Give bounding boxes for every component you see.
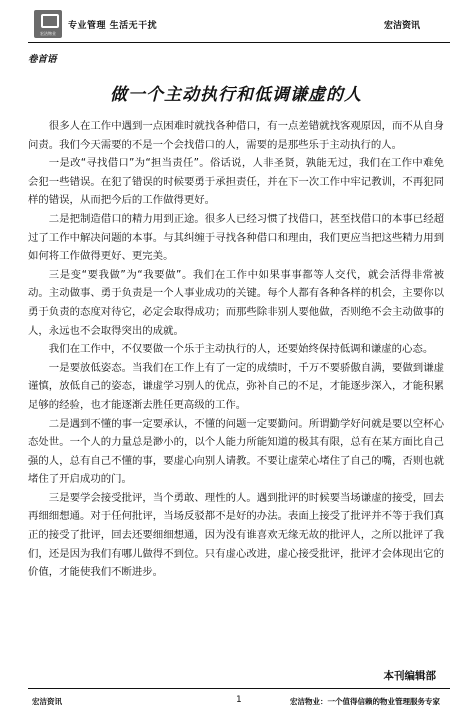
article-body — [28, 117, 444, 582]
footer-brand: 宏洁资讯 — [32, 697, 62, 706]
paragraph: 我们在工作中，不仅要做一个乐于主动执行的人，还要始终保持低调和谦虚的心态。 — [48, 343, 434, 356]
footer-tagline: 宏洁物业：一个值得信赖的物业管理服务专家 — [290, 697, 440, 706]
logo-text: 宏洁物业 — [40, 31, 56, 36]
header-slogan: 专业管理 生活无干扰 — [68, 21, 158, 31]
company-logo — [34, 10, 62, 38]
paragraph: 一是要放低姿态。当我们在工作上有了一定的成绩时，千万不要骄傲自满，要做到谦虚谨慎，放低自己的姿态，谦虚学习别人的优点，弥补自己的不足，才能逐步深入，才能积累足够的经验，也才能逐渐去胜任更高级的工作。 — [28, 361, 444, 411]
paragraph: 二是遇到不懂的事一定要承认，不懂的问题一定要勤问。所谓勤学好问就是要以空杯心态处世。一个人的力量总是渺小的，以个人能力所能知道的极其有限，总有在某方面比自己强的人，总有自己不懂的事，要虚心向别人请教。不要让虚荣心堵住了自己的嘴，否则也就堵住了开启成功的门。 — [28, 417, 444, 486]
page-footer — [28, 694, 450, 710]
header-divider — [28, 42, 450, 43]
article-signature: 本刊编辑部 — [383, 670, 436, 682]
paragraph: 三是变“要我做”为“我要做”。我们在工作中如果事事都等人交代，就会活得非常被动。主动做事、勇于负责是一个人事业成功的关键。每个人都有各种各样的机会，主要你以勇于负责的态度对待它，必定会取得成功；而那些除非别人要他做，否则绝不会主动做事的人，永远也不会取得突出的成就。 — [28, 268, 444, 337]
footer-divider — [28, 688, 450, 689]
article-title: 做一个主动执行和低调谦虚的人 — [110, 85, 362, 105]
page-number: 1 — [236, 695, 242, 705]
page-header — [28, 10, 450, 40]
column-tag: 卷首语 — [28, 54, 57, 65]
header-brand: 宏洁资讯 — [383, 21, 420, 31]
paragraph: 二是把制造借口的精力用到正途。很多人已经习惯了找借口，甚至找借口的本事已经超过了工作中解决问题的本事。与其纠缠于寻找各种借口和理由，我们更应当把这些精力用到如何将工作做得更好、更完美。 — [28, 212, 444, 263]
paragraph: 一是改“寻找借口”为“担当责任”。俗话说，人非圣贤，孰能无过，我们在工作中难免会犯一些错误。在犯了错误的时候要勇于承担责任，并在下一次工作中牢记教训，不再犯同样的错误，从而把今后的工作做得更好。 — [28, 157, 444, 207]
paragraph: 很多人在工作中遇到一点困难时就找各种借口，有一点差错就找客观原因，而不从自身问责。我们今天需要的不是一个会找借口的人，需要的是那些乐于主动执行的人。 — [28, 120, 444, 151]
logo-mark-icon — [41, 14, 59, 28]
paragraph: 三是要学会接受批评，当个勇敢、理性的人。遇到批评的时候要当场谦虚的接受，回去再细细想通。对于任何批评，当场反驳都不是好的办法。表面上接受了批评并不等于我们真正的接受了批评，回去还要细细想通，因为没有谁喜欢无缘无故的批评人，之所以批评了我们，还是因为我们有哪儿做得不到位。只有虚心改进，虚心接受批评，批评才会体现出它的价值，才能使我们不断进步。 — [28, 491, 444, 579]
